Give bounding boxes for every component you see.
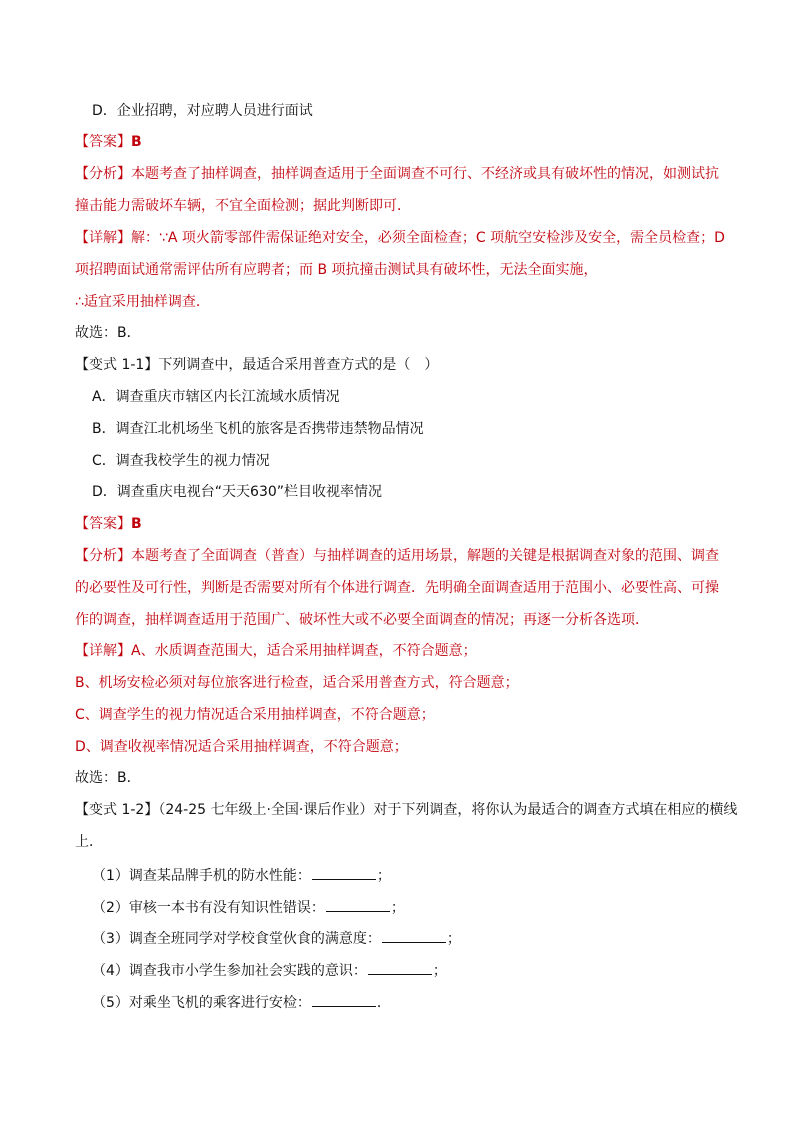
answer-blank[interactable] xyxy=(312,991,376,1007)
detail-line-3: C、调查学生的视力情况适合采用抽样调查，不符合题意； xyxy=(75,707,435,723)
detail-text: A、水质调查范围大，适合采用抽样调查，不符合题意； xyxy=(131,643,477,659)
fill-item-end: ； xyxy=(446,931,461,947)
detail-line-4: D、调查收视率情况适合采用抽样调查，不符合题意； xyxy=(75,739,408,755)
option-a: A．调查重庆市辖区内长江流域水质情况 xyxy=(92,389,340,405)
question-source: （24-25 七年级上·全国·课后作业） xyxy=(158,802,374,818)
option-d: D．调查重庆电视台“天天630”栏目收视率情况 xyxy=(92,484,383,500)
analysis-text: 本题考查了全面调查（普查）与抽样调查的适用场景，解题的关键是根据调查对象的范围、调查 xyxy=(131,548,719,564)
fill-item-2 xyxy=(92,896,742,918)
analysis-line-1 xyxy=(75,164,725,184)
fill-item-text: （4）调查我市小学生参加社会实践的意识： xyxy=(92,963,367,979)
answer-value: B xyxy=(131,134,142,150)
analysis-line-1 xyxy=(75,546,725,566)
answer-blank[interactable] xyxy=(312,864,376,880)
fill-item-end: ； xyxy=(432,963,447,979)
fill-item-text: （2）审核一本书有没有知识性错误： xyxy=(92,900,325,916)
choose-line: 故选：B． xyxy=(75,325,141,341)
answer-line xyxy=(75,514,725,534)
detail-line-2: B、机场安检必须对每位旅客进行检查，适合采用普查方式，符合题意； xyxy=(75,675,519,691)
question-label: 【变式 1-1】 xyxy=(75,357,159,373)
detail-tag: 【详解】 xyxy=(75,230,131,246)
analysis-text: 本题考查了抽样调查，抽样调查适用于全面调查不可行、不经济或具有破坏性的情况，如测试抗 xyxy=(131,166,719,182)
answer-blank[interactable] xyxy=(326,896,390,912)
analysis-line-2: 撞击能力需破坏车辆，不宜全面检测；据此判断即可． xyxy=(75,198,411,214)
analysis-tag: 【分析】 xyxy=(75,548,131,564)
question-1-1-stem xyxy=(75,355,725,375)
fill-item-end: ． xyxy=(376,995,391,1011)
fill-item-end: ； xyxy=(390,900,405,916)
detail-line-3: ∴适宜采用抽样调查． xyxy=(75,294,210,310)
detail-line-1 xyxy=(75,641,725,661)
fill-item-4 xyxy=(92,959,742,981)
fill-item-text: （1）调查某品牌手机的防水性能： xyxy=(92,868,311,884)
question-stem-cont: 上． xyxy=(75,834,103,850)
answer-tag: 【答案】 xyxy=(75,134,131,150)
fill-item-5 xyxy=(92,991,742,1013)
answer-blank[interactable] xyxy=(368,959,432,975)
answer-blank[interactable] xyxy=(382,927,446,943)
question-stem: 对于下列调查，将你认为最适合的调查方式填在相应的横线 xyxy=(373,802,738,818)
detail-tag: 【详解】 xyxy=(75,643,131,659)
answer-tag: 【答案】 xyxy=(75,516,131,532)
analysis-line-2: 的必要性及可行性，判断是否需要对所有个体进行调查．先明确全面调查适用于范围小、必要性高、可操 xyxy=(75,580,719,596)
fill-item-end: ； xyxy=(376,868,391,884)
fill-item-text: （3）调查全班同学对学校食堂伙食的满意度： xyxy=(92,931,381,947)
fill-item-text: （5）对乘坐飞机的乘客进行安检： xyxy=(92,995,311,1011)
detail-line-1 xyxy=(75,228,725,248)
choose-line: 故选：B． xyxy=(75,770,141,786)
answer-value: B xyxy=(131,516,142,532)
fill-item-3 xyxy=(92,927,742,949)
answer-line xyxy=(75,132,725,152)
fill-item-1 xyxy=(92,864,742,886)
analysis-tag: 【分析】 xyxy=(75,166,131,182)
question-stem: 下列调查中，最适合采用普查方式的是（ ） xyxy=(158,357,439,373)
detail-line-2: 项招聘面试通常需评估所有应聘者；而 B 项抗撞击测试具有破坏性，无法全面实施， xyxy=(75,262,598,278)
detail-text: 解：∵A 项火箭零部件需保证绝对安全，必须全面检查；C 项航空安检涉及安全，需全员检查；D xyxy=(131,230,725,246)
option-d: D．企业招聘，对应聘人员进行面试 xyxy=(92,103,313,119)
question-label: 【变式 1-2】 xyxy=(75,802,159,818)
question-1-2-stem xyxy=(75,800,738,820)
option-c: C．调查我校学生的视力情况 xyxy=(92,453,270,469)
option-b: B．调查江北机场坐飞机的旅客是否携带违禁物品情况 xyxy=(92,421,424,437)
analysis-line-3: 作的调查，抽样调查适用于范围广、破坏性大或不必要全面调查的情况；再逐一分析各选项． xyxy=(75,612,649,628)
